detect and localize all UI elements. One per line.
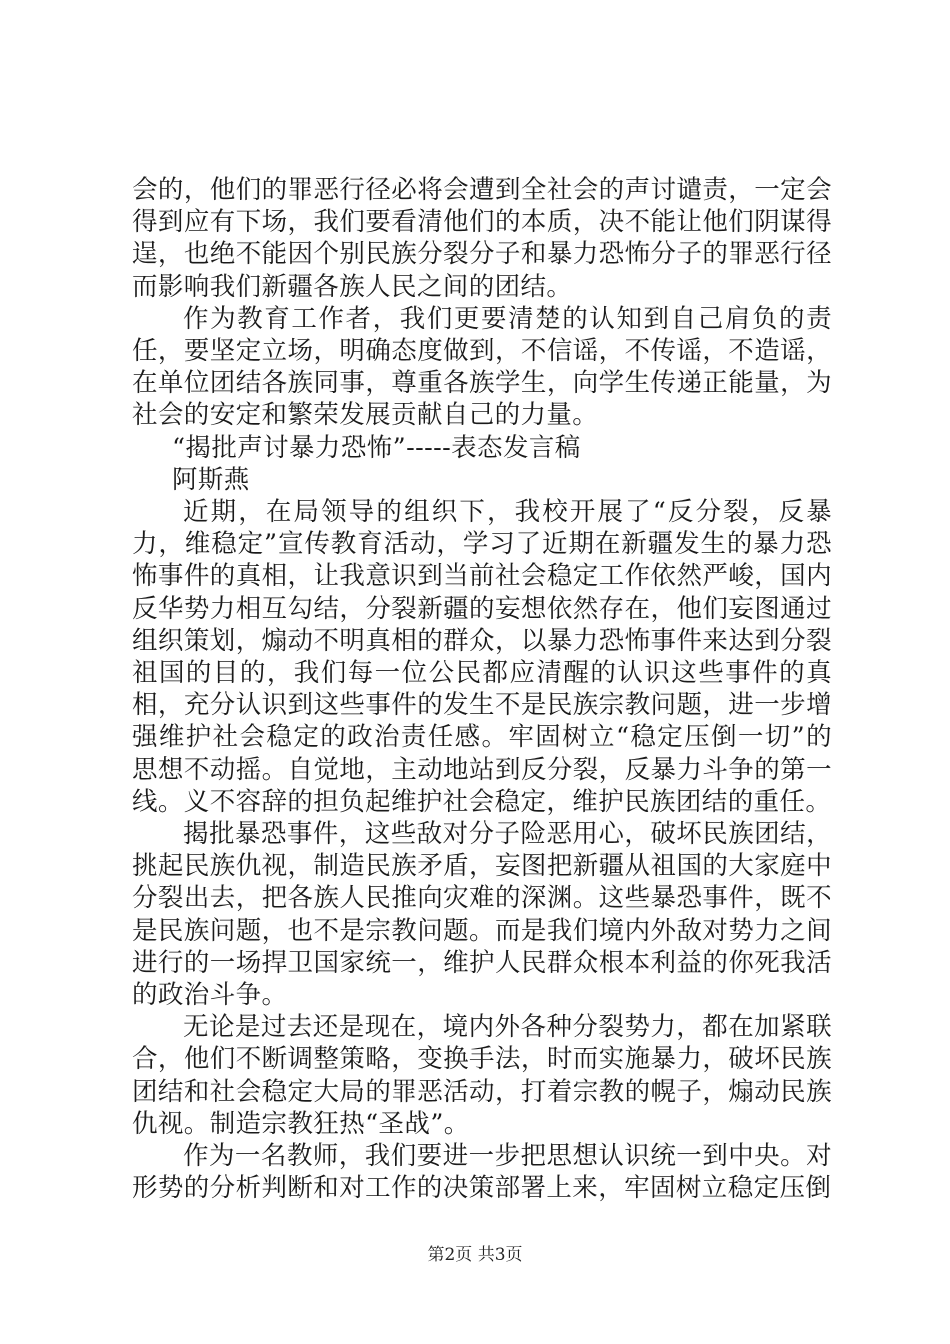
paragraph-continuation: 会的，他们的罪恶行径必将会遭到全社会的声讨谴责，一定会得到应有下场，我们要看清他们的本质，决不能让他们阴谋得逞，也绝不能因个别民族分裂分子和暴力恐怖分子的罪恶行径而影响我们新疆各族人民之间的团结。	[132, 175, 832, 302]
page-number-indicator: 第2页 共3页	[427, 1245, 523, 1265]
paragraph-educator-responsibility: 作为教育工作者，我们更要清楚的认知到自己肩负的责任，要坚定立场，明确态度做到，不信谣，不传谣，不造谣，在单位团结各族同事，尊重各族学生，向学生传递正能量，为社会的安定和繁荣发展贡献自己的力量。	[132, 303, 832, 431]
speech-author: 阿斯燕	[172, 464, 250, 495]
document-body	[132, 174, 832, 1205]
paragraph-expose-incidents: 揭批暴恐事件，这些敌对分子险恶用心，破坏民族团结，挑起民族仇视，制造民族矛盾，妄图把新疆从祖国的大家庭中分裂出去，把各族人民推向灾难的深渊。这些暴恐事件，既不是民族问题，也不是宗教问题。而是我们境内外敌对势力之间进行的一场捍卫国家统一，维护人民群众根本利益的你死我活的政治斗争。	[132, 819, 832, 1011]
page-footer	[0, 1244, 950, 1266]
paragraph-teacher-duty: 作为一名教师，我们要进一步把思想认识统一到中央。对形势的分析判断和对工作的决策部署上来，牢固树立稳定压倒	[132, 1141, 832, 1204]
paragraph-recent-activity: 近期，在局领导的组织下，我校开展了“反分裂，反暴力，维稳定”宣传教育活动，学习了近期在新疆发生的暴力恐怖事件的真相，让我意识到当前社会稳定工作依然严峻，国内反华势力相互勾结，分裂新疆的妄想依然存在，他们妄图通过组织策划，煽动不明真相的群众，以暴力恐怖事件来达到分裂祖国的目的，我们每一位公民都应清醒的认识这些事件的真相，充分认识到这些事件的发生不是民族宗教问题，进一步增强维护社会稳定的政治责任感。牢固树立“稳定压倒一切”的思想不动摇。自觉地，主动地站到反分裂，反暴力斗争的第一线。义不容辞的担负起维护社会稳定，维护民族团结的重任。	[132, 497, 832, 817]
speech-title: “揭批声讨暴力恐怖”-----表态发言稿	[172, 432, 581, 463]
paragraph-separatist-forces: 无论是过去还是现在，境内外各种分裂势力，都在加紧联合，他们不断调整策略，变换手法，时而实施暴力，破坏民族团结和社会稳定大局的罪恶活动，打着宗教的幌子，煽动民族仇视。制造宗教狂热“圣战”。	[132, 1012, 832, 1139]
